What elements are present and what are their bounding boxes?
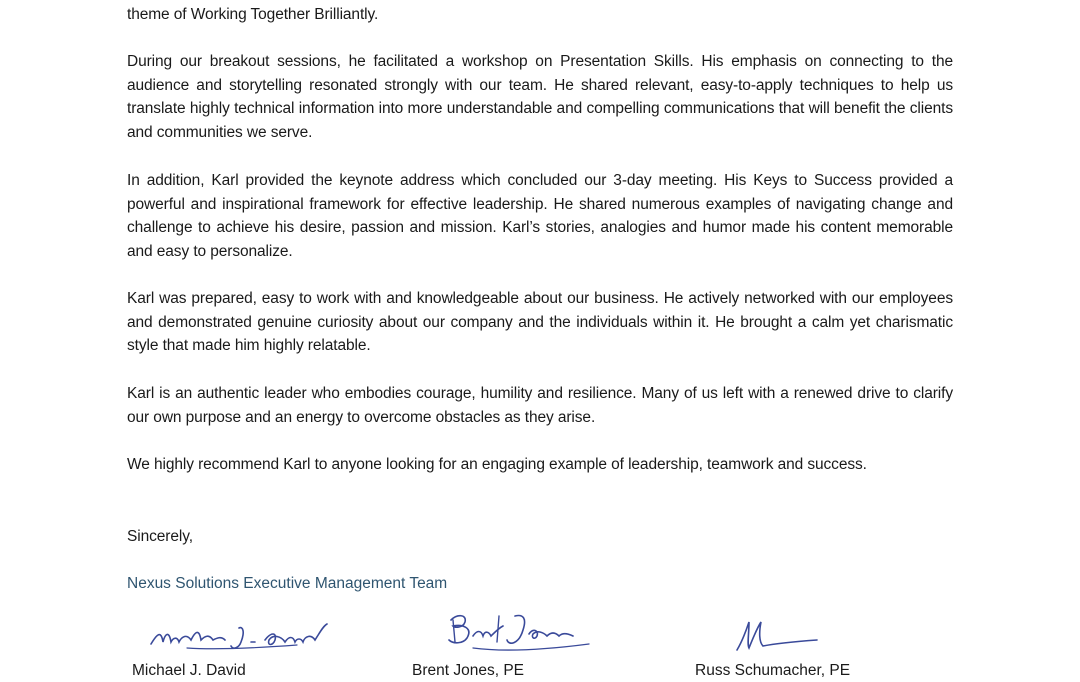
paragraph-keynote: In addition, Karl provided the keynote address which concluded our 3-day meeting. His Keys to Success provided a powerful and inspirational framework for effective leadership. He shared numerous examples of navigating change and challenge to achieve his desire, passion and mission. Karl’s stories, analogies and humor made his content memorable and easy to personalize. [127, 172, 953, 261]
signatory-name-michael-david: Michael J. David [132, 662, 246, 679]
closing-salutation: Sincerely, [127, 528, 193, 545]
paragraph-authentic-leader: Karl is an authentic leader who embodies courage, humility and resilience. Many of us left with a renewed drive to clarify our own purpose and an energy to overcome obstacles as they arise. [127, 385, 953, 426]
team-name: Nexus Solutions Executive Management Team [127, 575, 448, 592]
signature-brent-jones [443, 606, 593, 654]
signature-russ-schumacher [733, 614, 833, 662]
paragraph-workshop: During our breakout sessions, he facilitated a workshop on Presentation Skills. His emphasis on connecting to the audience and storytelling resonated strongly with our team. He shared relevant, easy-to-apply techniques to help us translate highly technical information into more understandable and compelling communications that will benefit the clients and communities we serve. [127, 53, 953, 142]
paragraph-theme: theme of Working Together Brilliantly. [127, 6, 379, 23]
paragraph-recommendation: We highly recommend Karl to anyone looking for an engaging example of leadership, teamwork and success. [127, 456, 867, 473]
signatory-name-brent-jones: Brent Jones, PE [412, 662, 525, 679]
letter-page [127, 0, 953, 679]
signature-michael-david [147, 612, 337, 660]
signatory-name-russ-schumacher: Russ Schumacher, PE [695, 662, 851, 679]
paragraph-prepared: Karl was prepared, easy to work with and knowledgeable about our business. He actively networked with our employees and demonstrated genuine curiosity about our company and the individuals within it. He brought a calm yet charismatic style that made him highly relatable. [127, 290, 953, 355]
